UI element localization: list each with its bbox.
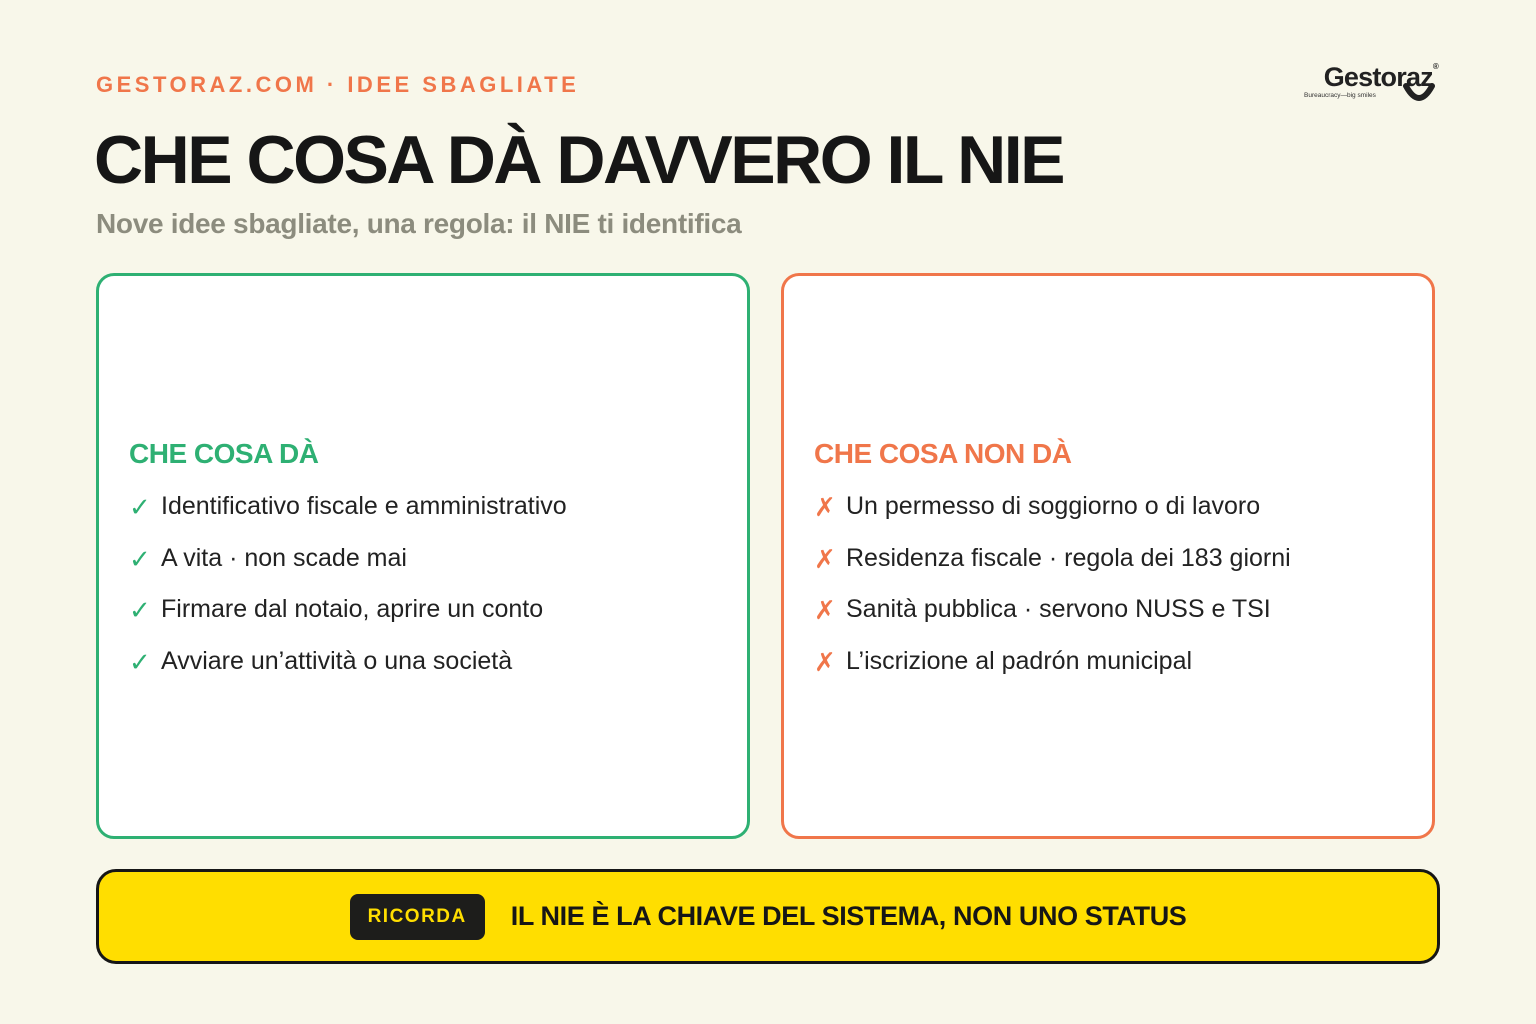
- list-item: [814, 595, 1291, 647]
- check-icon: ✓: [129, 646, 151, 677]
- list-item: [814, 492, 1291, 544]
- gives-item-label: A vita · non scade mai: [161, 543, 407, 572]
- gives-card: [96, 273, 750, 839]
- page-title: CHE COSA DÀ DAVVERO IL NIE: [94, 122, 1063, 198]
- cross-icon: ✗: [814, 595, 836, 625]
- page-subtitle: Nove idee sbagliate, una regola: il NIE ti identifica: [96, 208, 742, 239]
- not-gives-item-label: Un permesso di soggiorno o di lavoro: [846, 492, 1261, 520]
- logo-tagline: Bureaucracy—big smiles: [1304, 92, 1376, 99]
- cross-icon: ✗: [814, 492, 836, 522]
- not-gives-item-label: L’iscrizione al padrón municipal: [846, 646, 1193, 675]
- logo-registered-mark: ®: [1432, 62, 1438, 71]
- list-item: [129, 492, 567, 544]
- not-gives-heading: CHE COSA NON DÀ: [814, 438, 1072, 469]
- not-gives-item-label: Residenza fiscale · regola dei 183 giorni: [846, 543, 1291, 572]
- not-gives-item-label: Sanità pubblica · servono NUSS e TSI: [846, 595, 1271, 623]
- list-item: [129, 647, 567, 699]
- kicker: GESTORAZ.COM · IDEE SBAGLIATE: [96, 72, 580, 97]
- gives-item-label: Firmare dal notaio, aprire un conto: [161, 595, 544, 623]
- gives-item-label: Avviare un’attività o una società: [161, 646, 513, 675]
- not-gives-card: [781, 273, 1435, 839]
- check-icon: ✓: [129, 492, 151, 522]
- reminder-text: IL NIE È LA CHIAVE DEL SISTEMA, NON UNO STATUS: [510, 901, 1187, 931]
- list-item: [129, 544, 567, 596]
- not-gives-list: [814, 492, 1291, 698]
- gestoraz-logo: [1300, 62, 1440, 106]
- check-icon: ✓: [129, 543, 151, 574]
- cross-icon: ✗: [814, 543, 836, 574]
- gives-list: [129, 492, 567, 698]
- cross-icon: ✗: [814, 646, 836, 677]
- list-item: [814, 647, 1291, 699]
- list-item: [814, 544, 1291, 596]
- gives-item-label: Identificativo fiscale e amministrativo: [161, 492, 567, 520]
- gives-heading: CHE COSA DÀ: [129, 438, 319, 469]
- reminder-banner: [96, 869, 1440, 964]
- list-item: [129, 595, 567, 647]
- check-icon: ✓: [129, 595, 151, 625]
- smile-icon: [1402, 82, 1436, 106]
- logo-wordmark: Gestoraz: [1323, 62, 1433, 92]
- reminder-badge: RICORDA: [350, 894, 485, 940]
